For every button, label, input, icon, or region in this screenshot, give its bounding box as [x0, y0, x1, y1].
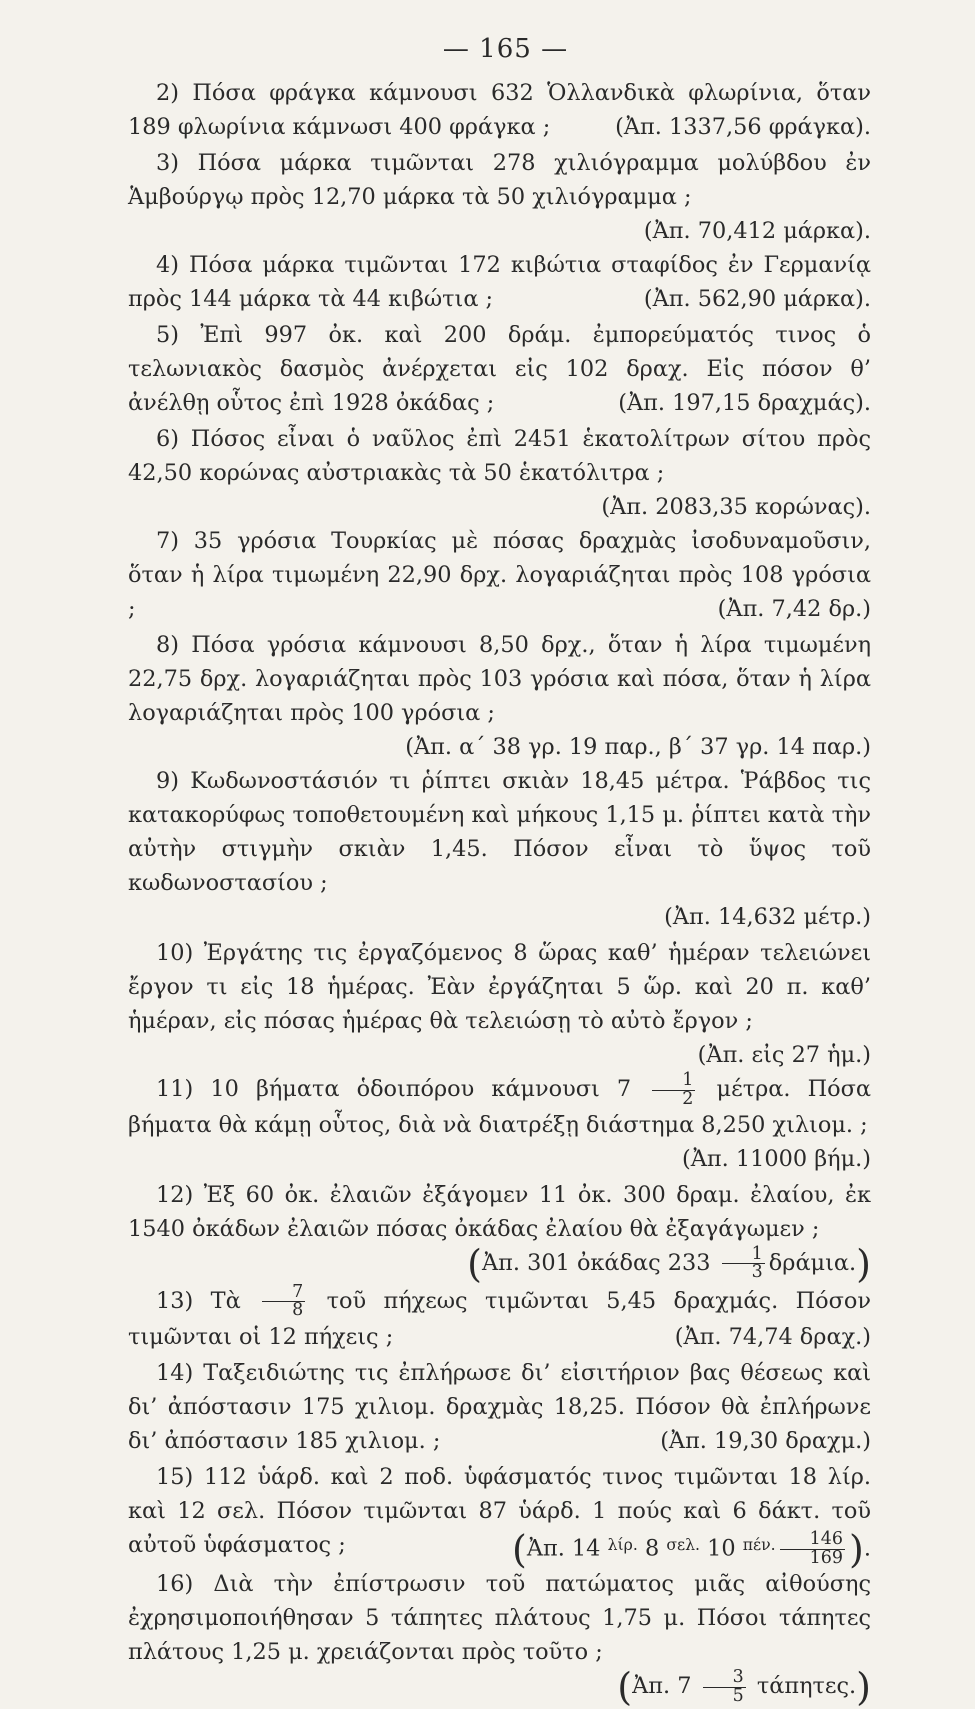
problem-answer: (Ἀπ. 1337,56 φράγκα).: [615, 114, 871, 140]
answer-text: δράμια.: [768, 1249, 857, 1276]
problem-text: 11) 10 βήματα ὁδοιπόρου κάμνουσι 7: [156, 1076, 632, 1102]
problem-text: τοῦ πήχεως τιμῶνται 5,45 δραχμάς. Πόσον τιμῶνται οἱ 12 πήχεις ;: [128, 1287, 871, 1350]
fraction-denominator: 3: [751, 1262, 763, 1283]
problem-answer: (Ἀπ. 70,412 μάρκα).: [643, 218, 871, 244]
problem-text: μέτρα. Πόσα βήματα θὰ κάμῃ οὗτος, διὰ νὰ διατρέξῃ διάστημα 8,250 χιλιομ. ;: [128, 1076, 872, 1138]
left-paren: (: [617, 1665, 633, 1709]
problem-9: [128, 764, 871, 934]
problem-answer: (Ἀπ. 11000 βήμ.): [682, 1145, 871, 1172]
right-paren: ): [856, 1665, 871, 1709]
problem-answer: [589, 1665, 871, 1709]
problem-11: [128, 1072, 871, 1176]
problem-text: 12) Ἐξ 60 ὀκ. ἐλαιῶν ἐξάγομεν 11 ὀκ. 300 δραμ. ἐλαίου, ἐκ 1540 ὀκάδων ἐλαιῶν πόσας ὀκάδας ἐλαίου θὰ ἐξαγάγωμεν ;: [128, 1181, 871, 1242]
fraction-denominator: 5: [732, 1685, 744, 1706]
problem-answer: (Ἀπ. 19,30 δραχμ.): [660, 1427, 871, 1454]
right-paren: ): [849, 1527, 864, 1572]
problem-answer: (Ἀπ. εἰς 27 ἡμ.): [697, 1042, 871, 1068]
fraction-numerator: 1: [652, 1072, 695, 1090]
fraction: [780, 1531, 845, 1567]
problem-text: 10) Ἐργάτης τις ἐργαζόμενος 8 ὥρας καθ’ ἡμέραν τελειώνει ἔργον τι εἰς 18 ἡμέρας. Ἐὰν ἐργάζηται 5 ὥρ. καὶ 20 π. καθ’ ἡμέραν, εἰς πόσας ἡμέρας θὰ τελειώσῃ τὸ αὐτὸ ἔργον ;: [128, 940, 871, 1034]
problem-8: [128, 628, 871, 760]
problem-answer: (Ἀπ. 14 $^{\lambda ί\rho.}$ 8 $^{\sigma\varepsilon\lambda.}$ 10 $^{\pi έ\nu.}$ $\frac{146}{169}$ ).: [511, 1527, 871, 1572]
problem-16: [128, 1567, 871, 1709]
left-paren: (: [511, 1527, 527, 1572]
right-paren: ): [856, 1241, 871, 1286]
problem-3: [128, 146, 871, 244]
problem-answer: (Ἀπ. 7,42 δρ.): [717, 596, 871, 622]
problem-text: 5) Ἐπὶ 997 ὀκ. καὶ 200 δράμ. ἐμπορεύματός τινος ὁ τελωνιακὸς δασμὸς ἀνέρχεται εἰς 102 δραχ. Εἰς πόσον θ’ ἀνέλθῃ οὗτος ἐπὶ 1928 ὀκάδας ;: [128, 322, 871, 416]
problem-text: 4) Πόσα μάρκα τιμῶνται 172 κιβώτια σταφίδος ἐν Γερμανίᾳ πρὸς 144 μάρκα τὰ 44 κιβώτια ;: [128, 252, 871, 312]
problem-text: 8) Πόσα γρόσια κάμνουσι 8,50 δρχ., ὅταν ἡ λίρα τιμωμένη 22,75 δρχ. λογαριάζηται πρὸς 103 γρόσια καὶ πόσα, ὅταν ἡ λίρα λογαριάζηται πρὸς 100 γρόσια ;: [128, 632, 871, 726]
unit-label: σελ.: [666, 1534, 701, 1554]
problem-text: 9) Κωδωνοστάσιόν τι ῥίπτει σκιὰν 18,45 μέτρα. Ῥάβδος τις κατακορύφως τοποθετουμένη καὶ μήκους 1,15 μ. ῥίπτει κατὰ τὴν αὐτὴν στιγμὴν σκιὰν 1,45. Πόσον εἶναι τὸ ὕψος τοῦ κωδωνοστασίου ;: [128, 768, 871, 896]
answer-text: Ἀπ. 14: [526, 1535, 601, 1562]
problem-text: 7) 35 γρόσια Τουρκίας μὲ πόσας δραχμὰς ἰσοδυναμοῦσιν, ὅταν ἡ λίρα τιμωμένη 22,90 δρχ. λογαριάζηται πρὸς 108 γρόσια ;: [128, 528, 871, 622]
problem-answer: (Ἀπ. 74,74 δραχ.): [674, 1323, 871, 1350]
fraction: [262, 1281, 305, 1321]
unit-label: λίρ.: [607, 1534, 638, 1554]
fraction: [722, 1246, 765, 1282]
problem-answer: (Ἀπ. α΄ 38 γρ. 19 παρ., β΄ 37 γρ. 14 παρ.): [405, 734, 871, 760]
problem-answer: (Ἀπ. 562,90 μάρκα).: [643, 286, 871, 312]
problem-13: [128, 1281, 871, 1354]
fraction-denominator: 169: [809, 1547, 844, 1568]
answer-value: 8: [644, 1535, 660, 1562]
answer-text: Ἀπ. 301 ὀκάδας 233: [481, 1249, 711, 1276]
fraction-denominator: 2: [682, 1088, 694, 1109]
fraction-denominator: 8: [292, 1300, 304, 1321]
problem-answer: [128, 1241, 871, 1286]
fraction-numerator: 7: [262, 1284, 305, 1302]
unit-label: πέν.: [742, 1534, 776, 1554]
problem-text: 14) Ταξειδιώτης τις ἐπλήρωσε δι’ εἰσιτήριον βας θέσεως καὶ δι’ ἀπόστασιν 175 χιλιομ. δραχμὰς 18,25. Πόσον θὰ ἐπλήρωνε δι’ ἀπόστασιν 185 χιλιομ. ;: [128, 1359, 871, 1454]
answer-text: Ἀπ. 7: [632, 1673, 692, 1700]
problem-12: [128, 1178, 871, 1286]
problem-answer: (Ἀπ. 197,15 δραχμάς).: [618, 390, 871, 416]
problem-text: 6) Πόσος εἶναι ὁ ναῦλος ἐπὶ 2451 ἑκατολίτρων σίτου πρὸς 42,50 κορώνας αὐστριακὰς τὰ 50 ἑκατόλιτρα ;: [128, 426, 871, 486]
problem-5: [128, 318, 871, 420]
problem-7: [128, 524, 871, 626]
problem-answer: (Ἀπ. 2083,35 κορώνας).: [601, 494, 871, 520]
fraction: [703, 1669, 746, 1705]
fraction-numerator: 146: [780, 1531, 845, 1549]
problem-15: [128, 1460, 871, 1572]
fraction-numerator: 3: [703, 1669, 746, 1687]
problem-10: [128, 936, 871, 1068]
page-number: — 165 —: [442, 34, 569, 64]
fraction: [652, 1072, 695, 1108]
left-paren: (: [467, 1241, 482, 1286]
problem-answer: (Ἀπ. 14,632 μέτρ.): [664, 904, 871, 930]
problem-text: 16) Διὰ τὴν ἐπίστρωσιν τοῦ πατώματος μιᾶς αἰθούσης ἐχρησιμοποιήθησαν 5 τάπητες πλάτους 1,75 μ. Πόσοι τάπητες πλάτους 1,25 μ. χρειάζονται πρὸς τοῦτο ;: [128, 1571, 871, 1666]
problem-text: 15) 112 ὑάρδ. καὶ 2 ποδ. ὑφάσματός τινος τιμῶνται 18 λίρ. καὶ 12 σελ. Πόσον τιμῶνται 87 ὑάρδ. 1 πούς καὶ 6 δάκτ. τοῦ αὐτοῦ ὑφάσματος ;: [128, 1463, 871, 1558]
problem-text: 3) Πόσα μάρκα τιμῶνται 278 χιλιόγραμμα μολύβδου ἐν Ἁμβούργῳ πρὸς 12,70 μάρκα τὰ 50 χιλιόγραμμα ;: [128, 150, 871, 210]
problem-2: [128, 76, 871, 144]
problem-text: 13) Τὰ: [156, 1287, 241, 1314]
answer-text: τάπητες.: [756, 1673, 857, 1700]
problem-text: 2) Πόσα φράγκα κάμνουσι 632 Ὁλλανδικὰ φλωρίνια, ὅταν 189 φλωρίνια κάμνωσι 400 φράγκα ;: [128, 80, 871, 140]
problem-14: [128, 1356, 871, 1458]
answer-value: 10: [707, 1535, 736, 1562]
problem-6: [128, 422, 871, 520]
fraction-numerator: 1: [722, 1246, 765, 1264]
problem-4: [128, 248, 871, 316]
